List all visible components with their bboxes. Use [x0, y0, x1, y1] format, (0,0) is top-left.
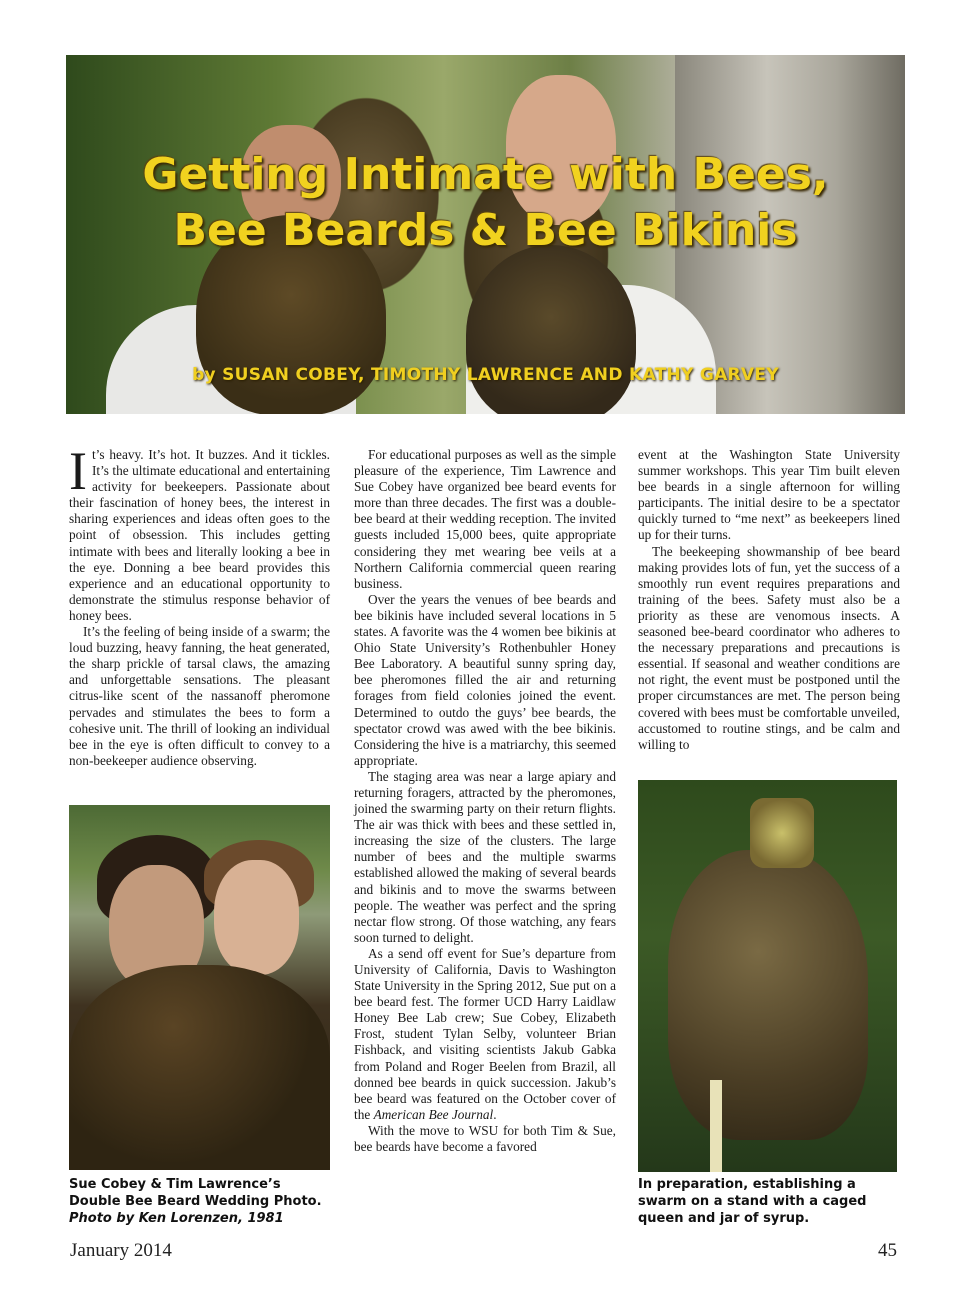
bee-beard-right	[466, 245, 636, 414]
hero-photo	[66, 55, 905, 414]
paragraph	[354, 946, 616, 1123]
column-1	[69, 441, 330, 769]
title-line-1: Getting Intimate with Bees,	[142, 149, 829, 200]
column-3	[638, 447, 900, 753]
paragraph: Over the years the venues of bee beards and bee bikinis have included several locations in 5 states. A favorite was the 4 women bee bikinis at Ohio State University’s Rothenbuhler Honey Bee Laboratory. A beautiful sunny spring day, bee pheromones filled the air and returning forages from field colonies joined the event. Determined to outdo the guys’ bee beards, the spectator crowd was awed with the bee bikinis. Considering the hive is a matriarchy, this seemed appropriate.	[354, 591, 616, 768]
paragraph: The staging area was near a large apiary and returning foragers, attracted by the pheromones, joined the swarming party on their return flights. The air was thick with bees and these settled in, increasing the size of the clusters. The large number of bees and the multiple swarms established allowed the making of several beards and bikinis and to move the swarms between people. The weather was perfect and the spring nectar flow strong. Of those watching, any fears soon turned to delight.	[354, 768, 616, 945]
title-line-2: Bee Beards & Bee Bikinis	[173, 205, 798, 256]
stand-pole	[710, 1080, 722, 1172]
paragraph: For educational purposes as well as the simple pleasure of the experience, Tim Lawrence and Sue Cobey have organized bee beard events for more than three decades. The first was a double-bee beard at their wedding reception. The invited guests included 15,000 bees, quite appropriate considering they met wearing bee veils at a Northern California commercial queen rearing business.	[354, 447, 616, 591]
paragraph: With the move to WSU for both Tim & Sue, bee beards have become a favored	[354, 1122, 616, 1155]
swarm-stand-photo	[638, 780, 897, 1172]
paragraph: It’s the feeling of being inside of a swarm; the loud buzzing, heavy fanning, the heat generated, the sharp prickle of tarsal claws, the amazing and unforgettable sensations. The pleasant citrus-like scent of the nassanoff pheromone pervades and stimulates the bees to form a cohesive unit. The thrill of looking an individual bee in the eye is often difficult to convey to a non-beekeeper audience observing.	[69, 624, 330, 768]
swarm-stand-caption: In preparation, establishing a swarm on a stand with a caged queen and jar of syrup.	[638, 1177, 867, 1226]
wedding-photo-caption	[69, 1176, 333, 1227]
paragraph-text: As a send off event for Sue’s departure from University of California, Davis to Washington State University in the Spring 2012, Sue put on a bee beard fest. The former UCD Harry Laidlaw Honey Bee Lab crew; Sue Cobey, Elizabeth Frost, student Tylan Selby, volunteer Brian Fishback, and visiting scientists Jakub Gabka from Poland and Roger Beelen from Brazil, all donned bee beards in quick succession. Jakub’s bee beard was featured on the October cover of the	[354, 945, 616, 1122]
paragraph: event at the Washington State University summer workshops. This year Tim built eleven bee beards in a single afternoon for willing participants. The initial desire to be a spectator quickly turned to “me next” as beekeepers lined up for their turns.	[638, 447, 900, 543]
syrup-jar	[750, 798, 814, 868]
caption-credit: Photo by Ken Lorenzen, 1981	[69, 1211, 284, 1226]
byline: by SUSAN COBEY, TIMOTHY LAWRENCE AND KATHY GARVEY	[192, 365, 779, 385]
column-2	[354, 447, 616, 1155]
face-woman	[214, 860, 299, 975]
caption-main: Sue Cobey & Tim Lawrence’s Double Bee Beard Wedding Photo.	[69, 1177, 322, 1209]
paragraph: The beekeeping showmanship of bee beard making provides lots of fun, yet the success of a smoothly run event requires preparations and training of the bees. Safety must also be a priority as these are venomous insects. A seasoned bee-beard coordinator who adheres to the necessary preparations and precautions is essential. If seasonal and weather conditions are not right, the event must be postponed until the proper circumstances are met. The person being covered with bees must be comfortable unveiled, accustomed to routine stings, and be calm and willing to	[638, 543, 900, 752]
issue-date: January 2014	[70, 1240, 172, 1261]
article-title	[66, 147, 905, 259]
drop-cap: I	[69, 441, 87, 501]
journal-title: American Bee Journal	[373, 1106, 494, 1122]
double-bee-beard	[69, 965, 330, 1170]
paragraph	[69, 441, 330, 624]
bee-swarm	[668, 850, 868, 1140]
wedding-photo	[69, 805, 330, 1170]
paragraph-end: .	[493, 1106, 497, 1122]
paragraph-text: t’s heavy. It’s hot. It buzzes. And it tickles. It’s the ultimate educational and entertaining activity for beekeepers. Passionate about their fascination of honey bees, the interest in sharing experiences and ideas often goes to the point of obsession. This includes getting intimate with bees and literally looking a bee in the eye. Donning a bee beard provides this experience and an educational opportunity to demonstrate the stimulus response behavior of honey bees.	[69, 447, 330, 623]
page-number: 45	[878, 1240, 897, 1261]
